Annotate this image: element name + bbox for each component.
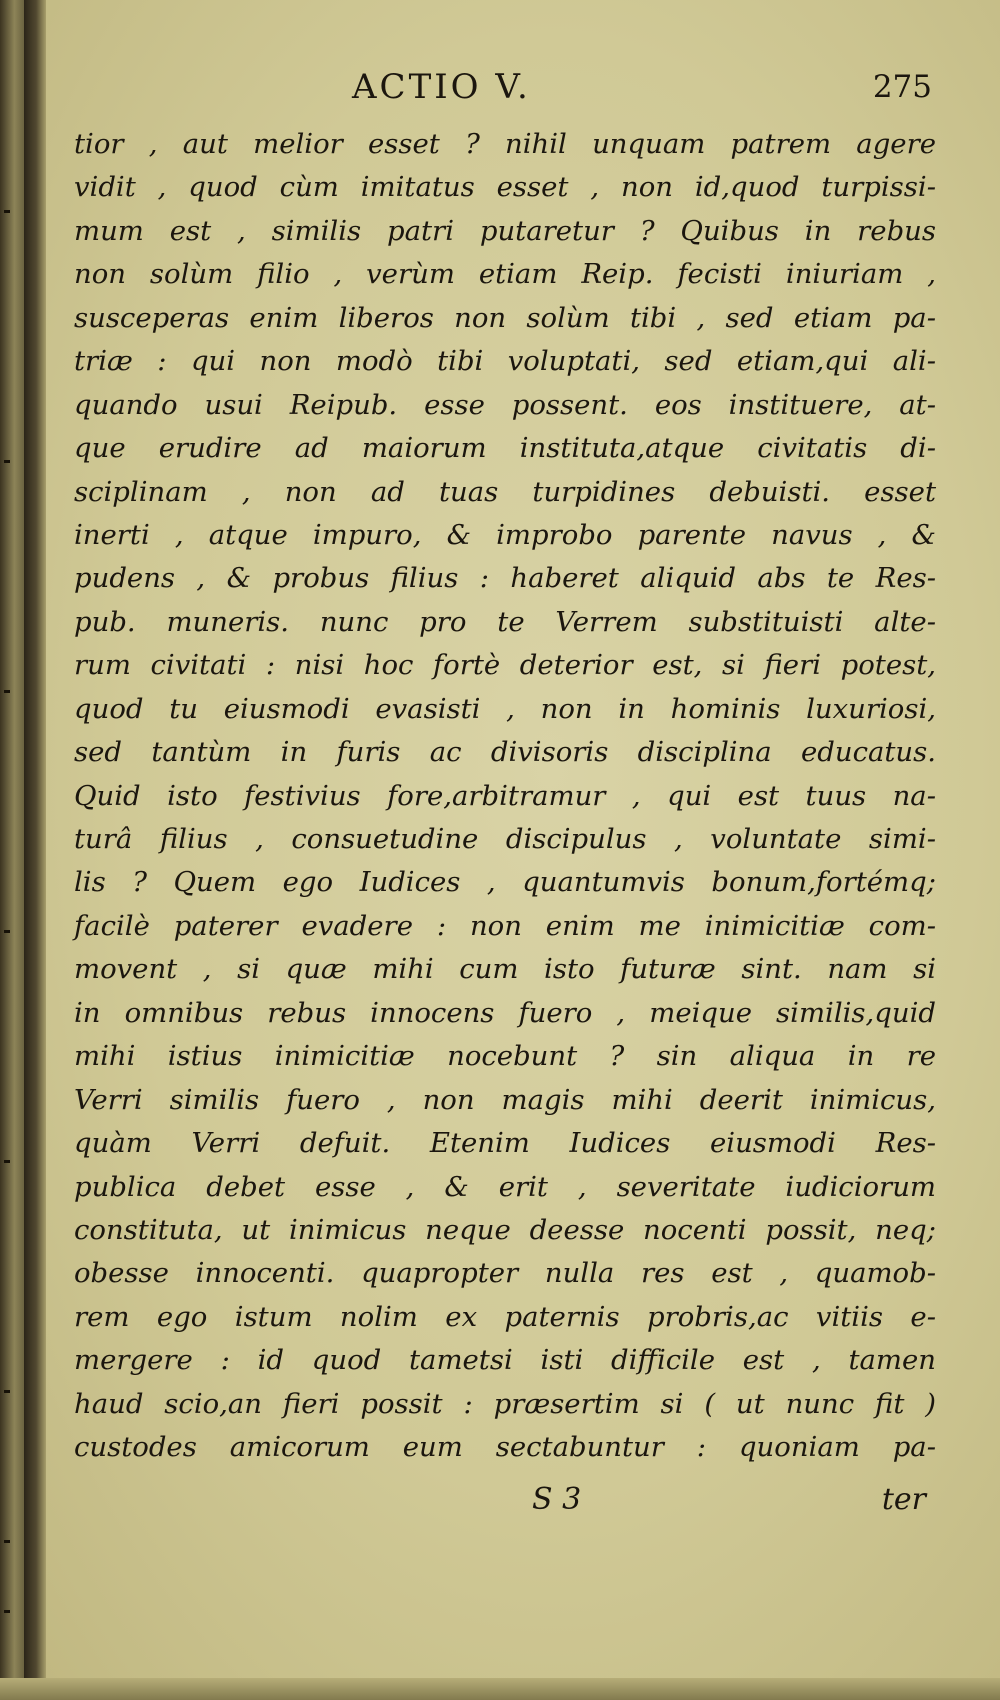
text-line: triæ : qui non modò tibi voluptati, sed etiam,qui ali- bbox=[74, 345, 936, 378]
text-line: sed tantùm in furis ac divisoris disciplina educatus. bbox=[74, 736, 936, 769]
text-line: obesse innocenti. quapropter nulla res est , quamob- bbox=[74, 1257, 936, 1290]
text-line: publica debet esse , & erit , severitate iudiciorum bbox=[74, 1170, 936, 1203]
text-line: quàm Verri defuit. Etenim Iudices eiusmodi Res- bbox=[74, 1127, 936, 1160]
text-line: vidit , quod cùm imitatus esset , non id,quod turpissi- bbox=[74, 171, 936, 204]
text-block bbox=[62, 123, 942, 1470]
text-line: sciplinam , non ad tuas turpidines debuisti. esset bbox=[74, 475, 936, 508]
text-line: mergere : id quod tametsi isti difficile est , tamen bbox=[74, 1344, 936, 1377]
signature-mark: S 3 bbox=[532, 1481, 582, 1517]
text-line: lis ? Quem ego Iudices , quantumvis bonum,fortémq; bbox=[74, 866, 936, 899]
book-gutter bbox=[24, 0, 46, 1700]
text-line: Verri similis fuero , non magis mihi deerit inimicus, bbox=[74, 1083, 936, 1116]
text-line: non solùm filio , verùm etiam Reip. fecisti iniuriam , bbox=[74, 258, 936, 291]
text-line: rem ego istum nolim ex paternis probris,ac vitiis e- bbox=[74, 1300, 936, 1333]
page-content bbox=[62, 55, 942, 1528]
text-line: rum civitati : nisi hoc fortè deterior est, si fieri potest, bbox=[74, 649, 936, 682]
text-line: susceperas enim liberos non solùm tibi , sed etiam pa- bbox=[74, 301, 936, 334]
text-line: in omnibus rebus innocens fuero , meique similis,quid bbox=[74, 996, 936, 1029]
text-line: custodes amicorum eum sectabuntur : quoniam pa- bbox=[74, 1431, 936, 1464]
page-footer bbox=[62, 1478, 942, 1528]
text-line: quando usui Reipub. esse possent. eos instituere, at- bbox=[74, 388, 936, 421]
text-line: facilè paterer evadere : non enim me inimicitiæ com- bbox=[74, 909, 936, 942]
facing-page-edge bbox=[0, 0, 24, 1700]
text-line: que erudire ad maiorum instituta,atque civitatis di- bbox=[74, 432, 936, 465]
text-line: mum est , similis patri putaretur ? Quibus in rebus bbox=[74, 214, 936, 247]
text-line: tior , aut melior esset ? nihil unquam patrem agere bbox=[74, 128, 936, 160]
running-head: ACTIO V. bbox=[352, 67, 531, 107]
page-bottom-edge bbox=[0, 1678, 1000, 1700]
text-line: mihi istius inimicitiæ nocebunt ? sin aliqua in re bbox=[74, 1040, 936, 1073]
catchword: ter bbox=[881, 1481, 926, 1517]
text-line: movent , si quæ mihi cum isto futuræ sint. nam si bbox=[74, 953, 936, 986]
text-line: quod tu eiusmodi evasisti , non in hominis luxuriosi, bbox=[74, 692, 936, 725]
text-line: turâ filius , consuetudine discipulus , voluntate simi- bbox=[74, 823, 936, 855]
text-line: pudens , & probus filius : haberet aliquid abs te Res- bbox=[74, 562, 936, 595]
page-number: 275 bbox=[872, 69, 932, 105]
text-line: pub. muneris. nunc pro te Verrem substituisti alte- bbox=[74, 605, 936, 638]
text-line: Quid isto festivius fore,arbitramur , qui est tuus na- bbox=[74, 779, 936, 812]
text-line: constituta, ut inimicus neque deesse nocenti possit, neq; bbox=[74, 1213, 936, 1246]
text-line: haud scio,an fieri possit : præsertim si ( ut nunc fit ) bbox=[74, 1387, 936, 1420]
text-line: inerti , atque impuro, & improbo parente navus , & bbox=[74, 518, 936, 551]
page-header bbox=[62, 55, 942, 117]
